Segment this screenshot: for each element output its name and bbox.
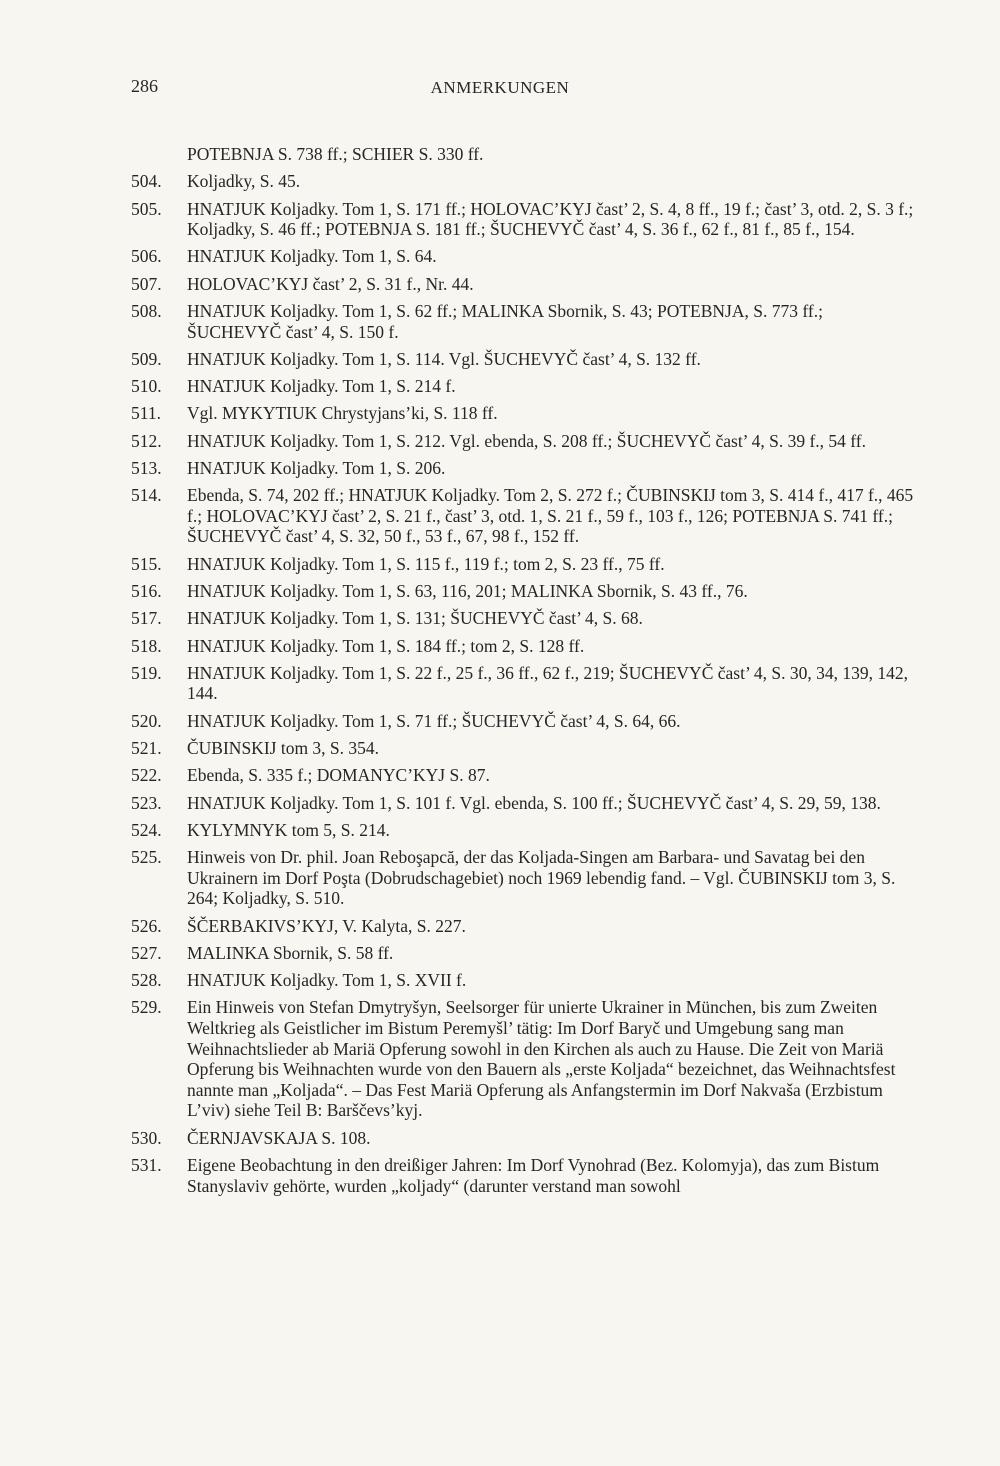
note-number: 506.	[131, 246, 162, 267]
note-text: POTEBNJA S. 738 ff.; SCHIER S. 330 ff.	[187, 144, 484, 164]
note-number: 529.	[131, 997, 162, 1018]
notes-list	[131, 144, 921, 1203]
note-text: HNATJUK Koljadky. Tom 1, S. 22 f., 25 f., 36 ff., 62 f., 219; ŠUCHEVYČ čast’ 4, S. 30, 34, 139, 142, 144.	[187, 662, 908, 704]
note-number: 517.	[131, 608, 162, 629]
running-head: ANMERKUNGEN	[430, 78, 570, 97]
note-item	[131, 431, 921, 452]
note-text: Vgl. MYKYTIUK Chrystyjans’ki, S. 118 ff.	[187, 403, 498, 424]
note-number: 531.	[131, 1155, 162, 1175]
note-item	[131, 970, 921, 991]
note-number: 528.	[131, 970, 162, 991]
note-number: 522.	[131, 765, 162, 786]
note-number: 512.	[131, 430, 162, 451]
note-text: ŠČERBAKIVS’KYJ, V. Kalyta, S. 227.	[187, 915, 466, 936]
note-number: 525.	[131, 847, 162, 868]
note-item	[131, 485, 921, 547]
note-number: 527.	[131, 942, 162, 963]
note-item	[131, 199, 921, 240]
note-item	[131, 349, 921, 370]
note-item	[131, 711, 921, 732]
note-number: 509.	[131, 348, 162, 369]
note-item	[131, 663, 921, 704]
note-text: Ein Hinweis von Stefan Dmytryšyn, Seelsorger für unierte Ukrainer in München, bis zum Zweiten Weltkrieg als Geistlicher im Bistum Peremyšl’ tätig: Im Dorf Baryč und Umgebung sang man Weihnachtslieder ab Mariä Opferung sowohl in den Kirchen als auch zu Hause. Die Zeit von Mariä Opferung bis Weihnachten wurde von den Bauern als „erste Koljada“ bezeichnet, das Weihnachtsfest nannte man „Koljada“. – Das Fest Mariä Opferung als Anfangstermin im Dorf Nakvaša (Erzbistum L’viv) siehe Teil B: Barščevs’kyj.	[187, 997, 896, 1121]
note-item	[131, 1128, 921, 1149]
note-number: 514.	[131, 485, 162, 506]
note-text: Ebenda, S. 335 f.; DOMANYC’KYJ S. 87.	[187, 765, 490, 786]
note-item	[131, 820, 921, 841]
note-number: 508.	[131, 301, 162, 321]
note-text: HNATJUK Koljadky. Tom 1, S. 212. Vgl. ebenda, S. 208 ff.; ŠUCHEVYČ čast’ 4, S. 39 f., 54 ff.	[187, 430, 866, 451]
page-number: 286	[131, 76, 158, 96]
note-item	[131, 793, 921, 814]
note-number: 530.	[131, 1127, 162, 1148]
note-text: HNATJUK Koljadky. Tom 1, S. 171 ff.; HOLOVAC’KYJ čast’ 2, S. 4, 8 ff., 19 f.; čast’ 3, otd. 2, S. 3 f.; Koljadky, S. 46 ff.; POTEBNJA S. 181 ff.; ŠUCHEVYČ čast’ 4, S. 36 f., 62 f., 81 f., 85 f., 154.	[187, 198, 914, 240]
note-number: 504.	[131, 171, 162, 192]
note-item	[131, 765, 921, 786]
note-item	[131, 916, 921, 937]
note-item	[131, 376, 921, 397]
note-text: HNATJUK Koljadky. Tom 1, S. 114. Vgl. ŠUCHEVYČ čast’ 4, S. 132 ff.	[187, 348, 701, 369]
note-item	[131, 301, 921, 342]
note-text: Ebenda, S. 74, 202 ff.; HNATJUK Koljadky. Tom 2, S. 272 f.; ČUBINSKIJ tom 3, S. 414 f., 417 f., 465 f.; HOLOVAC’KYJ čast’ 2, S. 21 f., čast’ 3, otd. 1, S. 21 f., 59 f., 103 f., 126; POTEBNJA S. 741 ff.; ŠUCHEVYČ čast’ 4, S. 32, 50 f., 53 f., 67, 98 f., 152 ff.	[187, 485, 914, 547]
note-text: Koljadky, S. 45.	[187, 171, 301, 192]
note-item	[131, 581, 921, 602]
note-text: Eigene Beobachtung in den dreißiger Jahren: Im Dorf Vynohrad (Bez. Kolomyja), das zum Bistum Stanyslaviv gehörte, wurden „koljady“ (darunter verstand man sowohl	[187, 1155, 880, 1196]
note-number: 505.	[131, 198, 162, 219]
note-item	[131, 274, 921, 295]
note-text: HNATJUK Koljadky. Tom 1, S. 214 f.	[187, 376, 456, 397]
note-text: Hinweis von Dr. phil. Joan Reboşapcă, der das Koljada-Singen am Barbara- und Savatag bei den Ukrainern im Dorf Poşta (Dobrudschagebiet) noch 1969 lebendig fand. – Vgl. ČUBINSKIJ tom 3, S. 264; Koljadky, S. 510.	[187, 847, 896, 909]
note-number: 521.	[131, 738, 162, 759]
note-text: HOLOVAC’KYJ čast’ 2, S. 31 f., Nr. 44.	[187, 273, 474, 294]
note-number: 515.	[131, 553, 162, 574]
note-number: 526.	[131, 915, 162, 936]
note-number: 510.	[131, 376, 162, 397]
note-text: HNATJUK Koljadky. Tom 1, S. 101 f. Vgl. ebenda, S. 100 ff.; ŠUCHEVYČ čast’ 4, S. 29, 59, 138.	[187, 792, 881, 813]
note-item	[131, 458, 921, 479]
note-number: 518.	[131, 635, 162, 656]
note-item	[131, 171, 921, 192]
note-text: HNATJUK Koljadky. Tom 1, S. 71 ff.; ŠUCHEVYČ čast’ 4, S. 64, 66.	[187, 710, 681, 731]
note-text: HNATJUK Koljadky. Tom 1, S. 115 f., 119 f.; tom 2, S. 23 ff., 75 ff.	[187, 553, 665, 574]
note-item	[131, 738, 921, 759]
note-text: MALINKA Sbornik, S. 58 ff.	[187, 942, 394, 963]
note-item	[131, 403, 921, 424]
note-item	[131, 1155, 921, 1196]
note-text: ČERNJAVSKAJA S. 108.	[187, 1127, 371, 1148]
note-item	[131, 636, 921, 657]
note-number: 520.	[131, 710, 162, 731]
note-item	[131, 554, 921, 575]
note-text: HNATJUK Koljadky. Tom 1, S. 64.	[187, 246, 437, 267]
note-text: HNATJUK Koljadky. Tom 1, S. 63, 116, 201; MALINKA Sbornik, S. 43 ff., 76.	[187, 581, 748, 602]
note-number: 511.	[131, 403, 161, 424]
note-item	[131, 997, 921, 1121]
note-number: 524.	[131, 819, 162, 840]
note-text: HNATJUK Koljadky. Tom 1, S. XVII f.	[187, 970, 467, 991]
note-item	[131, 246, 921, 267]
note-number: 523.	[131, 792, 162, 813]
note-item	[131, 943, 921, 964]
note-text: HNATJUK Koljadky. Tom 1, S. 131; ŠUCHEVYČ čast’ 4, S. 68.	[187, 608, 643, 629]
note-item	[131, 608, 921, 629]
note-text: HNATJUK Koljadky. Tom 1, S. 184 ff.; tom 2, S. 128 ff.	[187, 635, 585, 656]
note-item	[131, 144, 921, 165]
note-text: KYLYMNYK tom 5, S. 214.	[187, 819, 390, 840]
note-text: ČUBINSKIJ tom 3, S. 354.	[187, 738, 380, 759]
note-text: HNATJUK Koljadky. Tom 1, S. 206.	[187, 458, 446, 478]
note-number: 513.	[131, 458, 162, 478]
note-text: HNATJUK Koljadky. Tom 1, S. 62 ff.; MALINKA Sbornik, S. 43; POTEBNJA, S. 773 ff.; ŠUCHEVYČ čast’ 4, S. 150 f.	[187, 301, 823, 342]
note-number: 507.	[131, 273, 162, 294]
note-number: 516.	[131, 581, 162, 602]
note-number: 519.	[131, 662, 162, 683]
note-item	[131, 847, 921, 909]
